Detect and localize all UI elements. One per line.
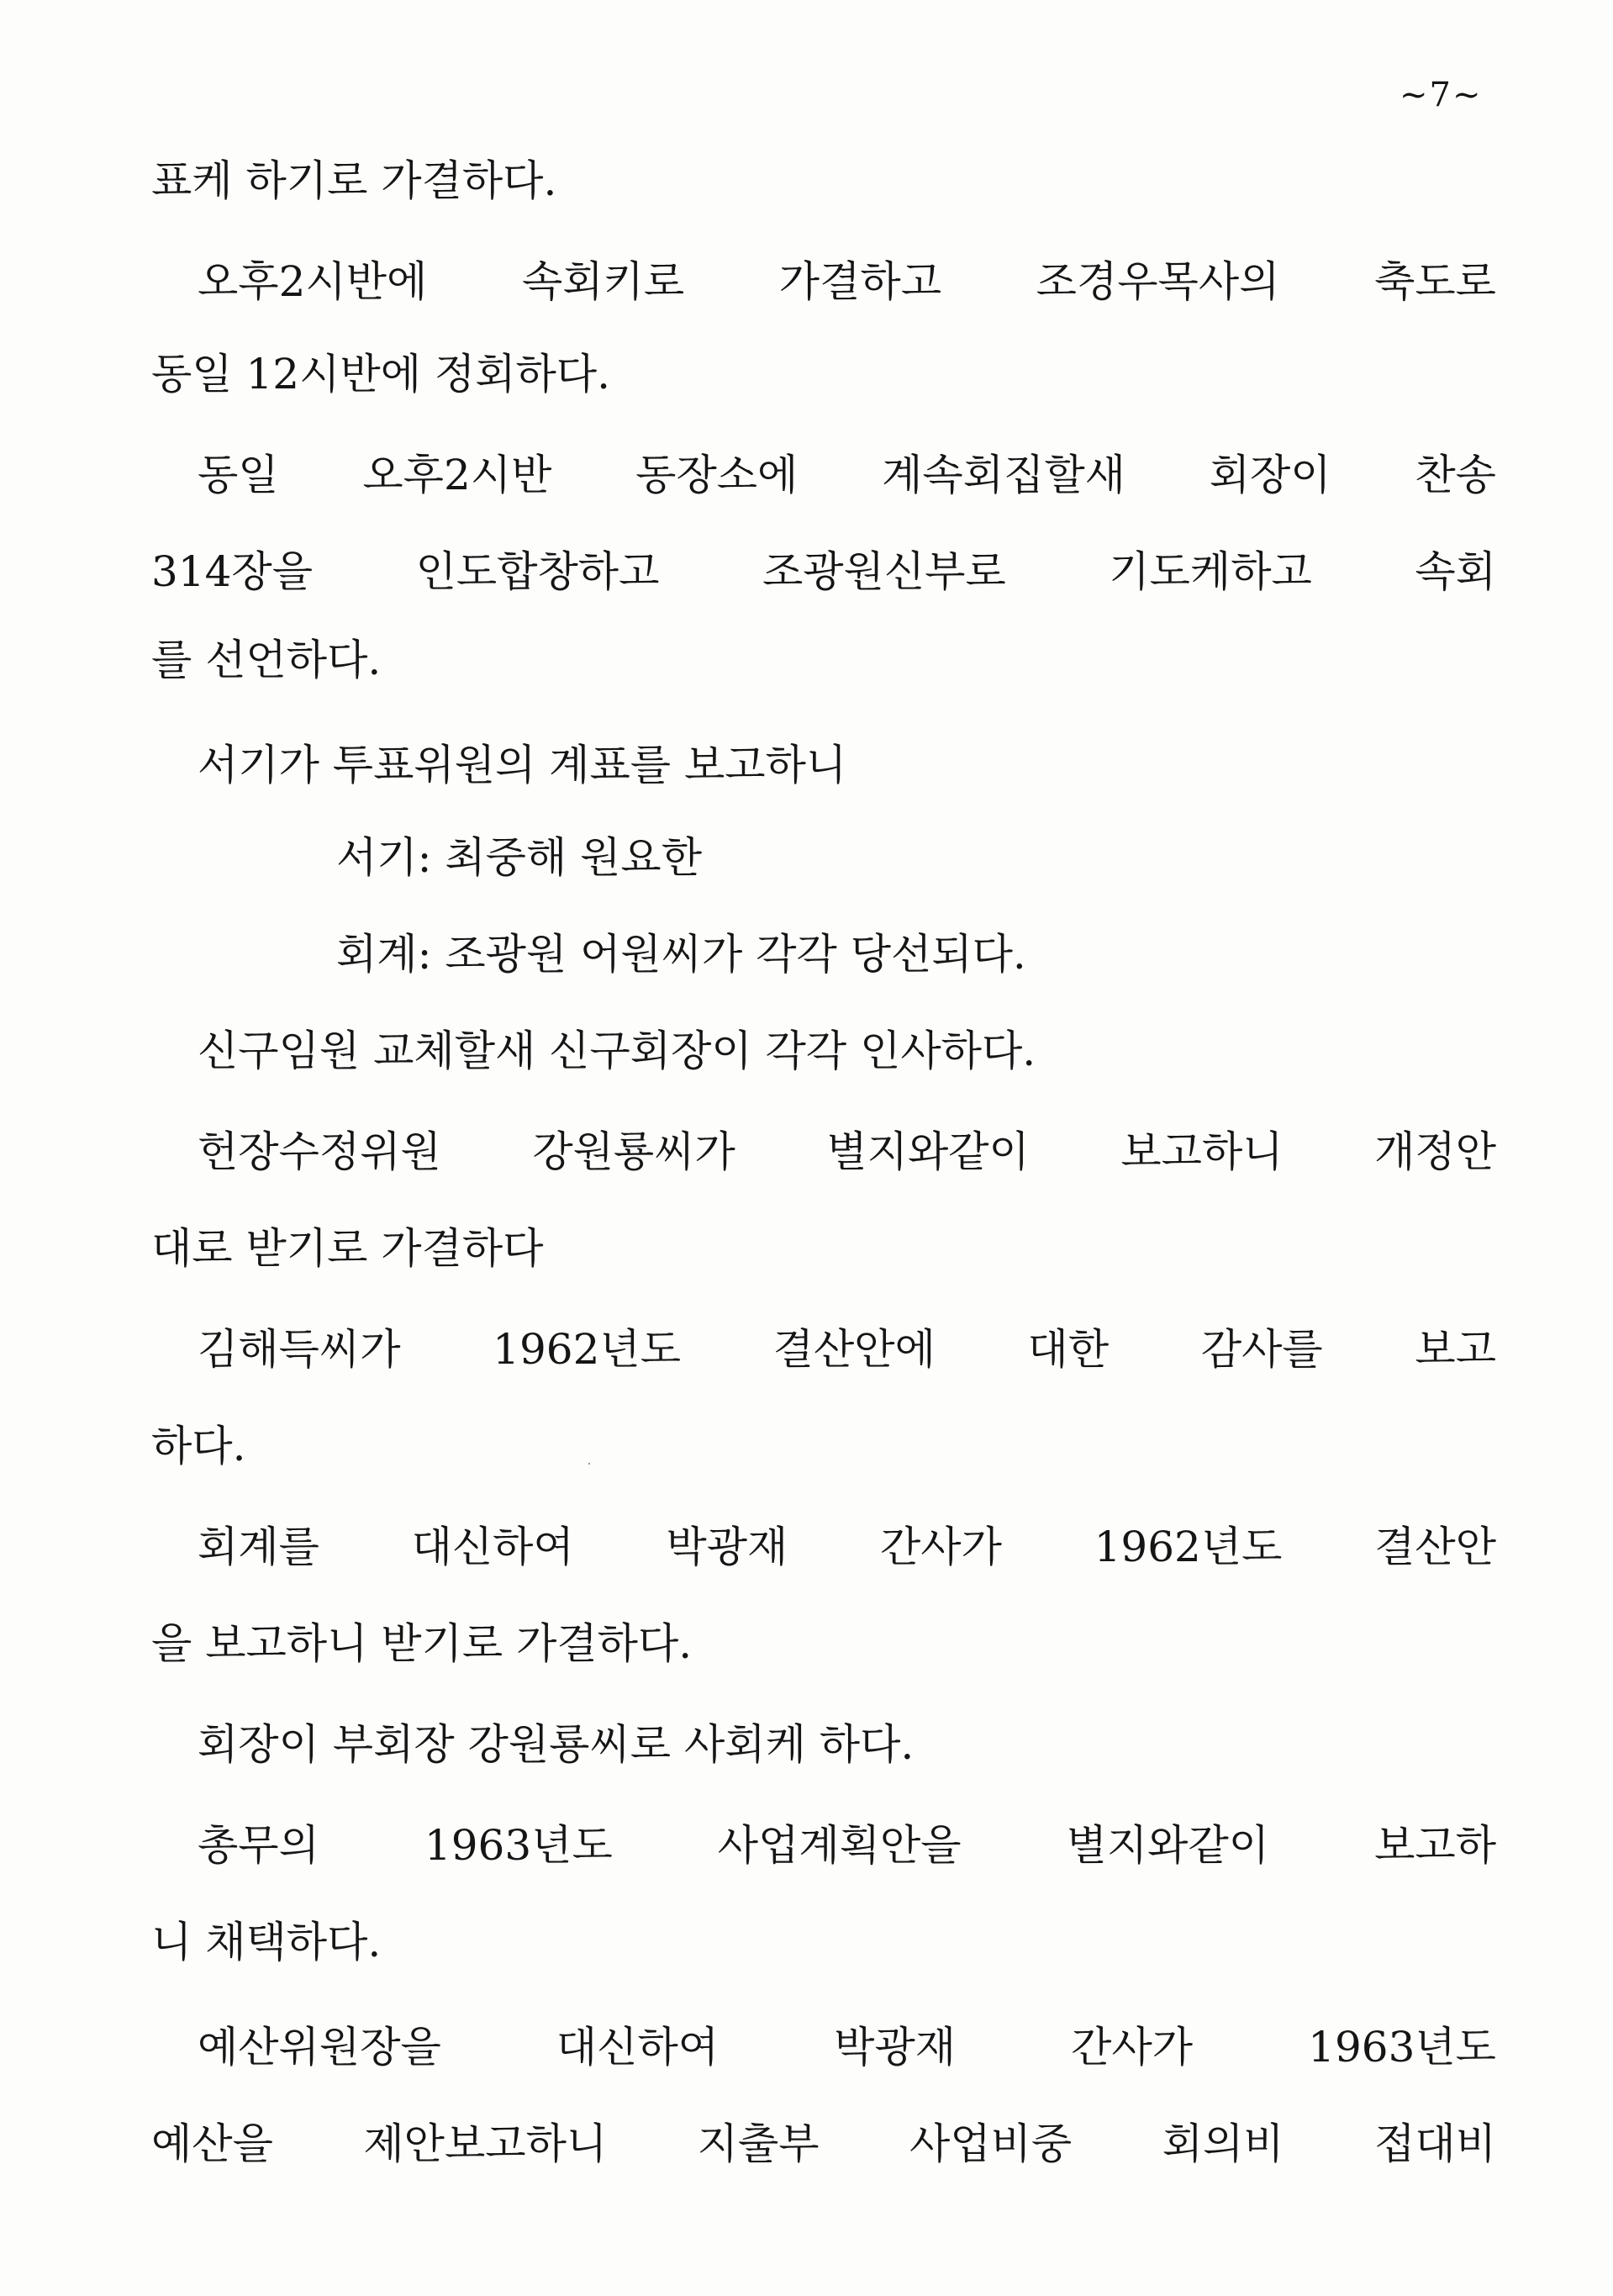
text-line-16: 을 보고하니 받기로 가결하다. xyxy=(151,1619,693,1668)
text-line-19: 니 채택하다. xyxy=(151,1918,382,1966)
text-line-20: 예산위원장을 대신하여 박광재 간사가 1963년도 xyxy=(198,2023,1496,2072)
scan-speck xyxy=(588,1463,590,1465)
text-line-2: 오후2시반에 속회키로 가결하고 조경우목사의 축도로 xyxy=(198,257,1496,306)
text-line-17: 회장이 부회장 강원룡씨로 사회케 하다. xyxy=(198,1720,915,1769)
text-line-12: 대로 받기로 가결하다 xyxy=(151,1224,544,1273)
text-line-1: 표케 하기로 가결하다. xyxy=(151,156,557,205)
text-line-13: 김해득씨가 1962년도 결산안에 대한 감사를 보고 xyxy=(198,1325,1496,1374)
text-line-18: 총무의 1963년도 사업계획안을 별지와같이 보고하 xyxy=(198,1821,1496,1870)
text-line-4: 동일 오후2시반 동장소에 계속회집할새 회장이 찬송 xyxy=(198,451,1496,499)
text-line-21: 예산을 제안보고하니 지출부 사업비중 회의비 접대비 xyxy=(151,2119,1496,2168)
text-line-11: 헌장수정위원 강원룡씨가 별지와같이 보고하니 개정안 xyxy=(198,1127,1496,1176)
text-line-8: 서기: 최중해 원요한 xyxy=(336,833,703,882)
text-line-15: 회계를 대신하여 박광재 간사가 1962년도 결산안 xyxy=(198,1523,1496,1571)
text-line-10: 신구임원 교체할새 신구회장이 각각 인사하다. xyxy=(198,1027,1036,1075)
text-line-7: 서기가 투표위원의 계표를 보고하니 xyxy=(198,741,847,789)
page-number: ~7~ xyxy=(1400,76,1483,114)
text-line-9: 회계: 조광원 어원씨가 각각 당선되다. xyxy=(336,930,1026,979)
text-line-5: 314장을 인도합창하고 조광원신부로 기도케하고 속회 xyxy=(151,547,1496,596)
text-line-6: 를 선언하다. xyxy=(151,636,382,684)
text-line-14: 하다. xyxy=(151,1422,246,1470)
text-line-3: 동일 12시반에 정회하다. xyxy=(151,350,611,399)
